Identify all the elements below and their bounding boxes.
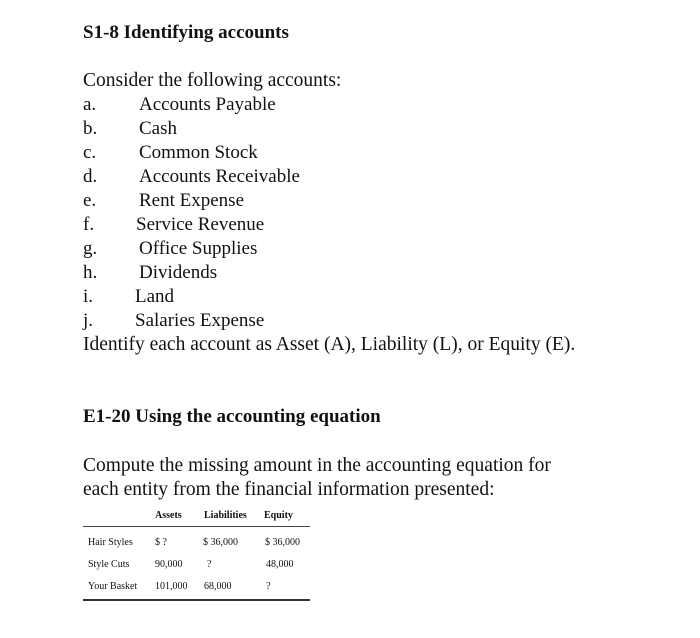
item-letter: h. (83, 262, 98, 283)
entity-cell: Hair Styles (88, 537, 133, 548)
item-name: Cash (139, 118, 177, 139)
item-name: Rent Expense (139, 190, 245, 211)
item-name: Service Revenue (136, 214, 265, 235)
item-name: Land (135, 286, 175, 307)
item-name: Accounts Receivable (139, 166, 300, 187)
item-letter: c. (83, 142, 97, 163)
e120-title: E1-20 Using the accounting equation (83, 406, 381, 427)
assets-cell: $ ? (155, 537, 167, 548)
column-header-liabilities: Liabilities (204, 510, 247, 521)
e120-instruction-line1: Compute the missing amount in the accounting equation for (83, 455, 551, 476)
equity-cell: 48,000 (266, 559, 294, 570)
item-name: Salaries Expense (135, 310, 265, 331)
item-letter: a. (83, 94, 97, 115)
liabilities-cell: ? (207, 559, 212, 570)
column-header-assets: Assets (155, 510, 182, 521)
item-letter: f. (83, 214, 95, 235)
item-name: Accounts Payable (139, 94, 276, 115)
item-letter: d. (83, 166, 98, 187)
assets-cell: 90,000 (155, 559, 183, 570)
item-name: Dividends (139, 262, 218, 283)
item-letter: j. (83, 310, 94, 331)
entity-cell: Your Basket (88, 581, 138, 592)
header-rule (83, 526, 310, 527)
item-letter: b. (83, 118, 98, 139)
bottom-rule (83, 599, 310, 601)
entity-cell: Style Cuts (88, 559, 130, 570)
column-header-equity: Equity (264, 510, 293, 521)
s18-intro: Consider the following accounts: (83, 70, 342, 91)
item-letter: i. (83, 286, 94, 307)
e120-instruction-line2: each entity from the financial information presented: (83, 479, 495, 500)
item-letter: e. (83, 190, 97, 211)
item-letter: g. (83, 238, 98, 259)
s18-title: S1-8 Identifying accounts (83, 22, 289, 43)
assets-cell: 101,000 (155, 581, 188, 592)
item-name: Common Stock (139, 142, 258, 163)
equity-cell: ? (266, 581, 271, 592)
equity-cell: $ 36,000 (265, 537, 300, 548)
liabilities-cell: $ 36,000 (203, 537, 238, 548)
liabilities-cell: 68,000 (204, 581, 232, 592)
s18-instruction: Identify each account as Asset (A), Liability (L), or Equity (E). (83, 334, 576, 355)
item-name: Office Supplies (139, 238, 258, 259)
